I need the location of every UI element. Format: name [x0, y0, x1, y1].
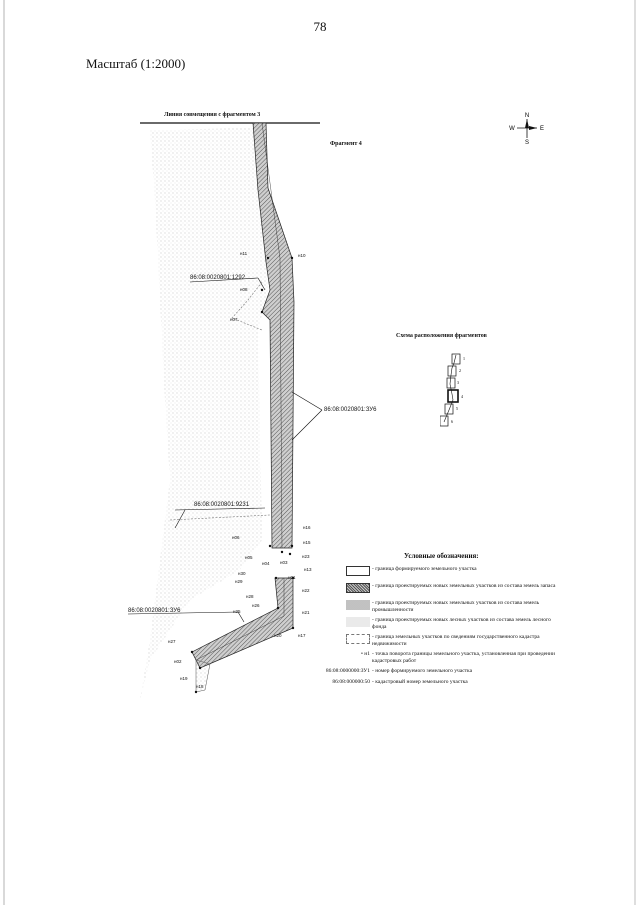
point-n01: н01	[288, 575, 296, 580]
legend-symbol-forest	[346, 617, 370, 627]
match-line-label: Линия совмещения с фрагментом 3	[164, 112, 261, 118]
scheme-label-3: 3	[457, 380, 459, 385]
legend-item: - граница проектируемых новых лесных участков из состава земель лесного фонда	[300, 617, 560, 631]
compass-n: N	[524, 113, 530, 119]
point-n08: н08	[240, 287, 248, 292]
point-n23: н23	[302, 554, 310, 559]
point-n07: н07	[230, 317, 238, 322]
point-n05: н05	[245, 555, 253, 560]
scheme-label-4: 4	[461, 394, 463, 399]
scheme-label-2: 2	[459, 368, 461, 373]
point-n18: н18	[196, 684, 204, 689]
point-n30: н30	[238, 571, 246, 576]
legend-symbol-formed-number: 86:08:0000000:ЗУ1	[325, 668, 370, 674]
legend-item: - граница проектируемых новых земельных участков из состава земель промышленности	[300, 600, 560, 614]
legend-item: 86:08:000000:50 - кадастровый номер земельного участка	[332, 679, 468, 685]
point-n25: н25	[233, 609, 241, 614]
compass-s: S	[524, 140, 530, 146]
parcel-label-9231: 86:08:0020801:9231	[194, 502, 250, 508]
point-n16: н16	[303, 525, 311, 530]
point-n11: н11	[240, 251, 248, 256]
fragment-title: Фрагмент 4	[330, 141, 362, 147]
point-n15: н15	[303, 540, 311, 545]
point-n26: н26	[252, 603, 260, 608]
compass-e: E	[539, 126, 545, 132]
legend-symbol-reserve	[346, 583, 370, 593]
point-n27: н27	[168, 639, 176, 644]
point-n02: н02	[174, 659, 182, 664]
compass-w: W	[509, 126, 515, 132]
scheme-label-1: 1	[463, 356, 465, 361]
parcel-label-zu6-a: 86:08:0020801:ЗУ6	[324, 407, 377, 413]
map-scale: Масштаб (1:2000)	[86, 56, 186, 71]
point-n20: н20	[274, 633, 282, 638]
legend-symbol-point: • н1	[361, 651, 370, 657]
point-n04: н04	[262, 561, 270, 566]
scheme-label-5: 5	[456, 406, 458, 411]
point-n13: н13	[304, 567, 312, 572]
point-n21: н21	[302, 610, 310, 615]
point-n19: н19	[180, 676, 188, 681]
point-n06: н06	[232, 535, 240, 540]
legend-item: 86:08:0000000:ЗУ1 - номер формируемого земельного участка	[325, 668, 473, 674]
parcel-label-zu6-b: 86:08:0020801:ЗУ6	[128, 608, 181, 614]
legend-item: - граница формируемого земельного участка	[300, 566, 560, 580]
legend-title: Условные обозначения:	[404, 552, 479, 560]
legend-symbol-industry	[346, 600, 370, 610]
legend-symbol-formed-parcel	[346, 566, 370, 576]
legend	[300, 566, 560, 690]
legend-symbol-cadastre	[346, 634, 370, 644]
parcel-label-1292: 86:08:0020801:1292	[190, 275, 246, 281]
page-number: 78	[313, 19, 327, 34]
scheme-title: Схема расположения фрагментов	[396, 333, 487, 339]
scheme-label-6: 6	[451, 419, 453, 424]
point-n03: н03	[280, 560, 288, 565]
forest-area	[140, 128, 268, 700]
legend-item: - граница проектируемых новых земельных участков из состава земель запаса	[300, 583, 560, 597]
fragment-layout-scheme	[440, 352, 480, 432]
point-n22: н22	[302, 588, 310, 593]
point-n29: н29	[235, 579, 243, 584]
legend-item: - граница земельных участков по сведениям государственного кадастра недвижимости	[300, 634, 560, 648]
point-n10: н10	[298, 253, 306, 258]
point-n17: н17	[298, 633, 306, 638]
legend-item: • н1 - точка поворота границы земельного участка, установленная при проведении кадастровых работ	[361, 651, 555, 664]
legend-symbol-cadastral-number: 86:08:000000:50	[332, 679, 370, 685]
point-n28: н28	[246, 594, 254, 599]
